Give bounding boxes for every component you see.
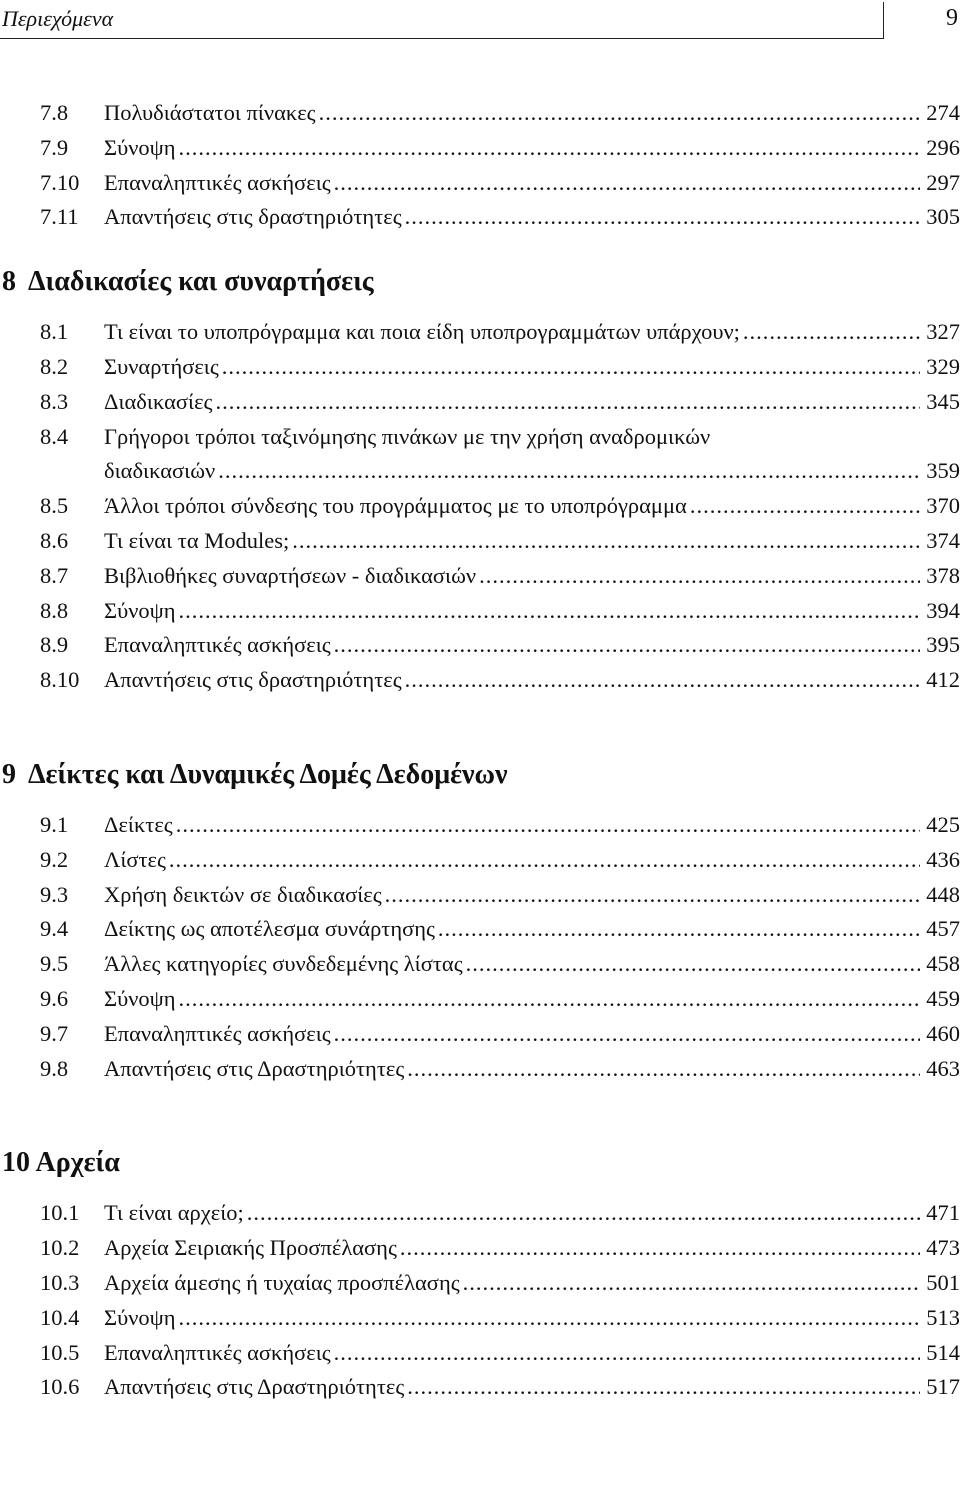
chapter-title: Δείκτες και Δυναμικές Δομές Δεδομένων — [28, 758, 508, 790]
toc-leader-dots — [222, 350, 920, 385]
toc-entry-page: 395 — [926, 632, 960, 658]
toc-chapter-heading-10[interactable] — [0, 1086, 960, 1186]
chapter-number: 8 — [2, 266, 16, 298]
header-rule — [0, 38, 884, 39]
toc-entry[interactable] — [0, 808, 960, 843]
toc-entry-number: 8.3 — [40, 388, 69, 414]
toc-entry[interactable] — [0, 385, 960, 420]
toc-leader-dots — [466, 947, 921, 982]
toc-leader-dots — [247, 1196, 920, 1231]
toc-entry-title: Δείκτες — [104, 811, 173, 837]
toc-entry-number: 7.10 — [40, 169, 80, 195]
toc-entry-page: 436 — [926, 846, 960, 872]
toc-entry-number: 10.3 — [40, 1269, 80, 1295]
toc-entry[interactable] — [0, 96, 960, 131]
toc-leader-dots — [334, 1017, 921, 1052]
toc-entry-title: Χρήση δεικτών σε διαδικασίες — [104, 881, 382, 907]
toc-entry-title: Διαδικασίες — [104, 388, 213, 414]
toc-entry-number: 10.2 — [40, 1235, 80, 1261]
toc-entry-page: 473 — [926, 1235, 960, 1261]
toc-entry-title: Σύνοψη — [104, 597, 176, 623]
toc-entry-number: 8.1 — [40, 319, 69, 345]
toc-entry-page: 425 — [926, 811, 960, 837]
toc-entry-page: 463 — [926, 1055, 960, 1081]
toc-entry-number: 10.5 — [40, 1339, 80, 1365]
toc-section-ch8 — [0, 315, 960, 698]
toc-entry[interactable] — [0, 315, 960, 350]
toc-entry[interactable] — [0, 982, 960, 1017]
header-vertical-rule — [883, 2, 884, 39]
toc-entry-page: 374 — [926, 527, 960, 553]
toc-entry[interactable] — [0, 843, 960, 878]
toc-entry-number: 7.9 — [40, 134, 69, 160]
toc-entry-page: 448 — [926, 881, 960, 907]
toc-entry-page: 412 — [926, 667, 960, 693]
toc-entry-title: Τι είναι τα Modules; — [104, 527, 290, 553]
toc-entry[interactable] — [0, 559, 960, 594]
toc-entry-number: 8.10 — [40, 667, 80, 693]
toc-entry-page: 471 — [926, 1200, 960, 1226]
toc-entry[interactable] — [0, 878, 960, 913]
page-header — [0, 0, 960, 42]
toc-entry-title: Αρχεία Σειριακής Προσπέλασης — [104, 1235, 397, 1261]
chapter-number: 9 — [2, 758, 16, 790]
toc-entry-page: 329 — [926, 353, 960, 379]
toc-entry-title: Επαναληπτικές ασκήσεις — [104, 169, 331, 195]
toc-entry[interactable] — [0, 1266, 960, 1301]
toc-entry-number: 8.7 — [40, 562, 69, 588]
toc-entry[interactable] — [0, 1370, 960, 1405]
toc-entry-page: 378 — [926, 562, 960, 588]
toc-entry-page: 274 — [926, 100, 960, 125]
toc-entry-page: 296 — [926, 134, 960, 160]
toc-leader-dots — [334, 166, 921, 201]
toc-entry-title: Σύνοψη — [104, 985, 176, 1011]
toc-entry-page: 394 — [926, 597, 960, 623]
toc-leader-dots — [218, 454, 920, 489]
toc-entry-title: Αρχεία άμεσης ή τυχαίας προσπέλασης — [104, 1269, 460, 1295]
toc-entry-title: Επαναληπτικές ασκήσεις — [104, 632, 331, 658]
toc-entry-number: 9.2 — [40, 846, 69, 872]
toc-leader-dots — [334, 1336, 921, 1371]
toc-entry[interactable] — [0, 628, 960, 663]
toc-entry[interactable] — [0, 524, 960, 559]
toc-leader-dots — [179, 982, 921, 1017]
toc-entry[interactable] — [0, 663, 960, 698]
toc-leader-dots — [400, 1231, 920, 1266]
toc-entry-page: 370 — [926, 493, 960, 519]
toc-entry[interactable] — [0, 1052, 960, 1087]
toc-entry[interactable] — [0, 350, 960, 385]
running-header-title: Περιεχόμενα — [2, 6, 114, 31]
toc-entry-number: 8.9 — [40, 632, 69, 658]
toc-leader-dots — [319, 96, 921, 131]
toc-entry-title: Άλλες κατηγορίες συνδεδεμένης λίστας — [104, 951, 463, 977]
chapter-title: Αρχεία — [35, 1147, 120, 1179]
page-number: 9 — [946, 5, 958, 31]
toc-entry-number: 8.8 — [40, 597, 69, 623]
toc-entry-number: 9.7 — [40, 1020, 69, 1046]
toc-leader-dots — [179, 1301, 921, 1336]
toc-entry-page: 514 — [926, 1339, 960, 1365]
toc-entry-number: 7.11 — [40, 204, 79, 230]
toc-entry-number: 8.5 — [40, 493, 69, 519]
chapter-number: 10 — [2, 1147, 30, 1179]
toc-leader-dots — [407, 1370, 920, 1405]
toc-entry[interactable] — [0, 1231, 960, 1266]
toc-leader-dots — [405, 663, 921, 698]
toc-leader-dots — [743, 315, 920, 350]
toc-entry-page: 458 — [926, 951, 960, 977]
toc-leader-dots — [215, 385, 920, 420]
toc-leader-dots — [438, 912, 920, 947]
toc-entry-number: 10.1 — [40, 1200, 80, 1226]
toc-leader-dots — [169, 843, 920, 878]
toc-entry[interactable] — [0, 594, 960, 629]
toc-entry-title: Απαντήσεις στις δραστηριότητες — [104, 667, 402, 693]
toc-entry[interactable] — [0, 131, 960, 166]
toc-entry-number: 9.3 — [40, 881, 69, 907]
toc-leader-dots — [385, 878, 921, 913]
toc-leader-dots — [690, 489, 920, 524]
toc-entry-title: Επαναληπτικές ασκήσεις — [104, 1339, 331, 1365]
toc-entry-number: 8.2 — [40, 353, 69, 379]
toc-entry-number: 10.4 — [40, 1304, 80, 1330]
toc-entry-number: 8.4 — [40, 423, 69, 449]
toc-leader-dots — [176, 808, 921, 843]
table-of-contents — [0, 96, 960, 1405]
toc-entry[interactable] — [0, 1336, 960, 1371]
toc-entry-number: 7.8 — [40, 100, 69, 125]
toc-entry[interactable] — [0, 200, 960, 235]
toc-leader-dots — [292, 524, 920, 559]
toc-entry-page: 305 — [926, 204, 960, 230]
toc-section-ch7 — [0, 96, 960, 235]
toc-entry-title: Λίστες — [104, 846, 166, 872]
toc-entry-title: Απαντήσεις στις Δραστηριότητες — [104, 1055, 405, 1081]
toc-leader-dots — [479, 559, 920, 594]
toc-entry-page: 297 — [926, 169, 960, 195]
toc-entry-number: 9.4 — [40, 916, 69, 942]
toc-leader-dots — [405, 200, 921, 235]
toc-entry-page: 460 — [926, 1020, 960, 1046]
toc-entry-title: Τι είναι αρχείο; — [104, 1200, 244, 1226]
toc-leader-dots — [407, 1052, 920, 1087]
toc-entry-number: 10.6 — [40, 1374, 80, 1400]
toc-entry[interactable] — [0, 1196, 960, 1231]
toc-leader-dots — [463, 1266, 921, 1301]
toc-entry[interactable] — [0, 1301, 960, 1336]
toc-entry-title: Τι είναι το υποπρόγραμμα και ποια είδη υποπρογραμμάτων υπάρχουν; — [104, 319, 740, 345]
toc-entry-number: 8.6 — [40, 527, 69, 553]
toc-entry-page: 327 — [926, 319, 960, 345]
toc-entry-title: Βιβλιοθήκες συναρτήσεων - διαδικασιών — [104, 562, 477, 588]
toc-section-ch9 — [0, 808, 960, 1086]
toc-section-ch10 — [0, 1196, 960, 1405]
toc-entry-title: Σύνοψη — [104, 134, 176, 160]
toc-entry-number: 9.8 — [40, 1055, 69, 1081]
toc-entry-title: Γρήγοροι τρόποι ταξινόμησης πινάκων με την χρήση αναδρομικών — [104, 423, 711, 449]
toc-leader-dots — [334, 628, 921, 663]
toc-entry[interactable] — [0, 1017, 960, 1052]
toc-entry-title: Σύνοψη — [104, 1304, 176, 1330]
toc-chapter-heading-9[interactable] — [0, 698, 960, 798]
toc-entry-page: 359 — [926, 458, 960, 484]
toc-entry-number: 9.5 — [40, 951, 69, 977]
toc-entry-title: Πολυδιάστατοι πίνακες — [104, 100, 316, 125]
toc-entry[interactable] — [0, 420, 960, 455]
toc-entry-title: Απαντήσεις στις δραστηριότητες — [104, 204, 402, 230]
toc-chapter-heading-8[interactable] — [0, 235, 960, 305]
toc-entry-continuation[interactable] — [0, 454, 960, 489]
toc-entry[interactable] — [0, 947, 960, 982]
toc-entry-number: 9.6 — [40, 985, 69, 1011]
toc-entry-page: 459 — [926, 985, 960, 1011]
toc-entry-page: 501 — [926, 1269, 960, 1295]
toc-leader-dots — [179, 594, 921, 629]
toc-entry-title: Άλλοι τρόποι σύνδεσης του προγράμματος με το υποπρόγραμμα — [104, 493, 687, 519]
toc-entry-page: 457 — [926, 916, 960, 942]
toc-entry-title-continued: διαδικασιών — [104, 458, 216, 484]
toc-entry[interactable] — [0, 912, 960, 947]
toc-entry[interactable] — [0, 489, 960, 524]
toc-entry-page: 345 — [926, 388, 960, 414]
toc-entry-title: Δείκτης ως αποτέλεσμα συνάρτησης — [104, 916, 435, 942]
toc-entry-title: Επαναληπτικές ασκήσεις — [104, 1020, 331, 1046]
toc-entry-title: Απαντήσεις στις Δραστηριότητες — [104, 1374, 405, 1400]
toc-entry-title: Συναρτήσεις — [104, 353, 219, 379]
chapter-title: Διαδικασίες και συναρτήσεις — [28, 266, 374, 298]
toc-entry-number: 9.1 — [40, 811, 69, 837]
toc-entry[interactable] — [0, 166, 960, 201]
toc-leader-dots — [179, 131, 921, 166]
toc-entry-page: 513 — [926, 1304, 960, 1330]
toc-entry-page: 517 — [926, 1374, 960, 1400]
